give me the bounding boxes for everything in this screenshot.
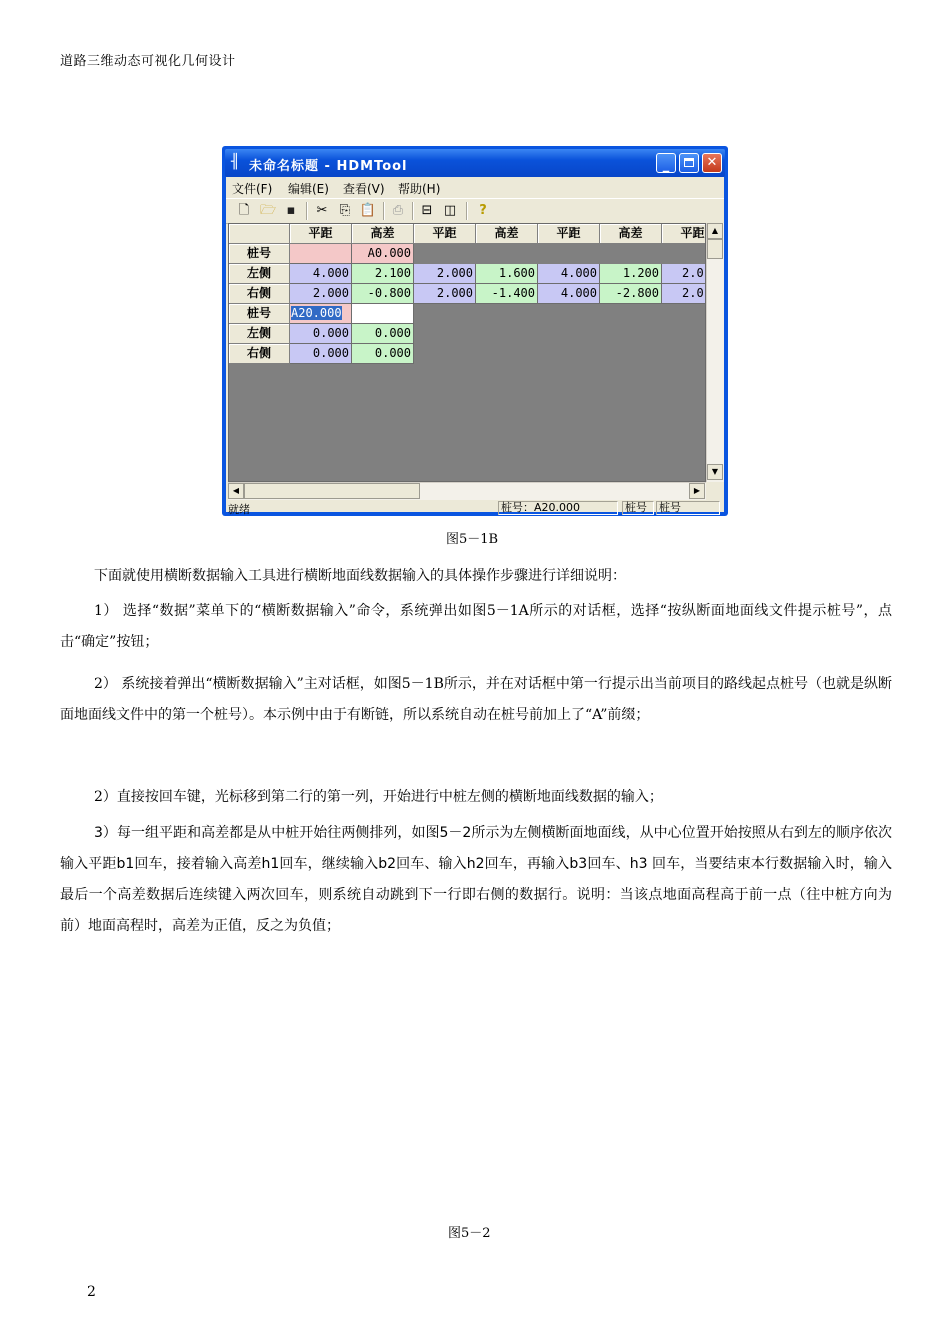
grid-cell[interactable]: 2.100 [352,264,414,284]
scroll-right-icon[interactable]: ▶ [689,483,705,499]
grid-cell[interactable]: 4.000 [538,284,600,304]
status-pane: 桩号 [656,501,720,515]
open-icon[interactable]: 🗁 [259,203,277,218]
menu-help[interactable]: 帮助(H) [398,182,441,196]
paste-icon[interactable]: 📋 [359,203,377,218]
grid-cell[interactable]: 0.000 [352,344,414,364]
row-header[interactable]: 桩号 [229,304,290,324]
grid-cell[interactable]: 0.000 [352,324,414,344]
grid-corner [229,224,290,244]
grid-cell-selected[interactable] [290,304,352,324]
print-icon[interactable]: ⎙ [392,203,404,218]
scroll-thumb[interactable] [244,483,420,499]
paragraph: 下面就使用横断数据输入工具进行横断地面线数据输入的具体操作步骤进行详细说明： [94,568,626,584]
split-h-icon[interactable]: ⊟ [421,203,433,218]
new-icon[interactable]: 🗋 [238,203,250,218]
scroll-left-icon[interactable]: ◀ [228,483,244,499]
toolbar-separator [466,202,468,220]
col-header[interactable]: 平距 [538,224,600,244]
status-ready: 就绪 [228,503,250,516]
grid-cell[interactable]: -0.800 [352,284,414,304]
grid-cell[interactable]: 1.600 [476,264,538,284]
grid-cell[interactable]: 2.000 [414,264,476,284]
minimize-button[interactable] [656,153,676,173]
menu-view[interactable]: 查看(V) [343,182,385,196]
grid-cell[interactable]: 2.0 [662,264,706,284]
paragraph: 2） 系统接着弹出“横断数据输入”主对话框，如图5－1B所示，并在对话框中第一行提示出当前项目的路线起点桩号（也就是纵断面地面线文件中的第一个桩号）。本示例中由于有断链，所以系统自动在桩号前加上了“A”前缀； [60,676,892,723]
figure-caption: 图5－2 [448,1226,491,1241]
row-header[interactable]: 桩号 [229,244,290,264]
scroll-thumb[interactable] [707,239,723,259]
figure-caption: 图5－1B [446,532,499,547]
col-header[interactable]: 平距 [414,224,476,244]
status-bar [226,500,724,515]
col-header[interactable]: 平距 [662,224,706,244]
row-header[interactable]: 左侧 [229,324,290,344]
copy-icon[interactable]: ⎘ [339,203,351,218]
window-client [226,177,724,516]
scroll-up-icon[interactable]: ▲ [707,223,723,239]
menu-file[interactable]: 文件(F) [232,182,273,196]
toolbar [226,198,724,224]
app-icon: ╢ [231,154,240,170]
col-header[interactable]: 高差 [600,224,662,244]
col-header[interactable]: 高差 [476,224,538,244]
grid-cell[interactable] [352,304,414,324]
toolbar-separator [383,202,385,220]
window-title: 未命名标题 - HDMTool [249,159,408,174]
grid-cell[interactable]: 1.200 [600,264,662,284]
grid-cell[interactable]: 0.000 [290,344,352,364]
menu-edit[interactable]: 编辑(E) [288,182,329,196]
data-grid[interactable] [228,223,706,482]
menu-bar [226,177,724,197]
grid-cell[interactable]: -2.800 [600,284,662,304]
document-header: 道路三维动态可视化几何设计 [60,54,236,69]
grid-cell[interactable]: 0.000 [290,324,352,344]
status-station: 桩号：A20.000 [498,501,618,515]
maximize-button[interactable] [679,153,699,173]
save-icon[interactable]: ▪ [286,203,296,218]
grid-cell[interactable] [290,244,352,264]
paragraph: 2）直接按回车键，光标移到第二行的第一列，开始进行中桩左侧的横断地面线数据的输入； [94,789,663,805]
close-button[interactable] [702,153,722,173]
split-v-icon[interactable]: ◫ [443,203,457,218]
vertical-scrollbar[interactable] [706,223,724,482]
paragraph: 1） 选择“数据”菜单下的“横断数据输入”命令，系统弹出如图5－1A所示的对话框，选择“按纵断面地面线文件提示桩号”，点击“确定”按钮； [60,603,892,650]
scroll-down-icon[interactable]: ▼ [707,464,723,480]
grid-cell[interactable]: A0.000 [352,244,414,264]
row-header[interactable]: 右侧 [229,284,290,304]
grid-cell[interactable]: 2.0 [662,284,706,304]
page-number: 2 [87,1284,96,1300]
grid-cell[interactable]: 4.000 [290,264,352,284]
col-header[interactable]: 高差 [352,224,414,244]
selected-text[interactable]: A20.000 [291,306,342,320]
app-window [222,146,728,516]
paragraph: 3）每一组平距和高差都是从中桩开始往两侧排列，如图5－2所示为左侧横断面地面线，从中心位置开始按照从右到左的顺序依次输入平距b1回车，接着输入高差h1回车，继续输入b2回车、输入h2回车，再输入b3回车、h3 回车，当要结束本行数据输入时，输入最后一个高差数据后连续键入两次回车，则系统自动跳到下一行即右侧的数据行。说明：当该点地面高程高于前一点（往中桩方向为前）地面高程时，高差为正值，反之为负值； [60,825,892,934]
row-header[interactable]: 左侧 [229,264,290,284]
minimize-icon: _ [662,158,670,173]
status-pane: 桩号 [622,501,654,515]
toolbar-separator [306,202,308,220]
horizontal-scrollbar[interactable] [228,482,706,500]
grid-cell[interactable]: 2.000 [290,284,352,304]
row-header[interactable]: 右侧 [229,344,290,364]
grid-cell[interactable]: -1.400 [476,284,538,304]
cut-icon[interactable]: ✂ [316,203,328,218]
maximize-icon [684,158,694,167]
toolbar-separator [412,202,414,220]
col-header[interactable]: 平距 [290,224,352,244]
title-bar[interactable] [225,149,725,177]
close-icon: ✕ [706,155,718,170]
help-icon[interactable]: ? [479,203,487,218]
grid-cell[interactable]: 4.000 [538,264,600,284]
grid-cell[interactable]: 2.000 [414,284,476,304]
